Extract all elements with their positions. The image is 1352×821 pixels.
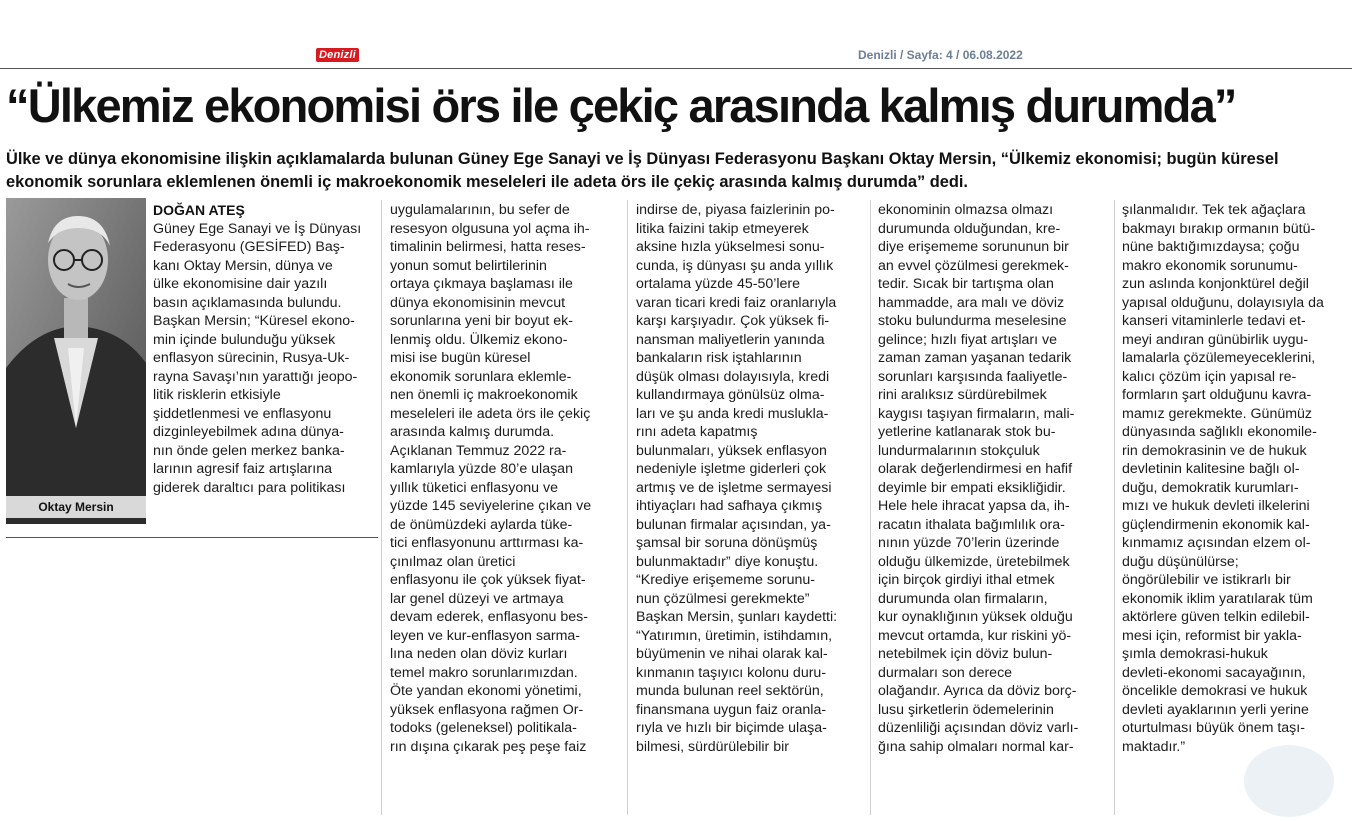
text-line: kalıcı çözüm için yapısal re- <box>1122 368 1297 385</box>
text-line: olağandır. Ayrıca da döviz borç- <box>878 683 1077 699</box>
text-line: lusu şirketlerin ödemelerinin <box>878 701 1054 718</box>
text-line: Hele hele ihracat yapsa da, ih- <box>878 498 1070 514</box>
column-divider <box>627 200 628 815</box>
text-line: racatın ithalata bağımlılık ora- <box>878 516 1065 533</box>
text-line: deyimle bir empati eksikliğidir. <box>878 479 1066 496</box>
text-line: durumunda olan firmaların, <box>878 590 1048 607</box>
text-line: bakmayı bırakıp ormanın bütü- <box>1122 220 1316 237</box>
text-line: basın açıklamasında bulundu. <box>153 294 342 311</box>
text-line: temel makro sorunlarımızdan. <box>390 664 578 681</box>
text-line: Başkan Mersin; “Küresel ekono- <box>153 313 355 329</box>
text-line: mevcut ortamda, kur riskini yö- <box>878 627 1072 644</box>
lede: Ülke ve dünya ekonomisine ilişkin açıklamalarda bulunan Güney Ege Sanayi ve İş Dünyası Federasyonu Başkanı Oktay Mersin, “Ülkemiz ekonomisi; bugün küresel ekonomik sorunlara eklemlenen önemli iç makroekonomik meseleleri ile adeta örs ile çekiç arasında kalmış durumda” dedi. <box>6 150 1279 191</box>
article-column-3 <box>636 201 837 756</box>
column-1-text <box>153 220 361 498</box>
text-line: stoku bulundurma meselesine <box>878 313 1067 329</box>
text-line: Başkan Mersin, şunları kaydetti: <box>636 609 838 625</box>
text-line: formların şart olduğunu kavra- <box>1122 387 1312 403</box>
text-line: nının yüzde 70’lerin üzerinde <box>878 535 1060 551</box>
text-line: ekonomik sorunlara eklemle- <box>390 368 572 385</box>
text-line: bulunan firmalar açısından, ya- <box>636 516 831 533</box>
text-line: şamsal bir soruna dönüşmüş <box>636 535 818 551</box>
text-line: kınmamız açısından elzem ol- <box>1122 535 1311 551</box>
text-line: ortalama yüzde 45-50’lere <box>636 276 801 292</box>
article-column-4 <box>878 201 1078 756</box>
text-line: yüksek enflasyona rağmen Or- <box>390 701 584 718</box>
text-line: duğu, demokratik kurumları- <box>1122 479 1299 496</box>
text-line: durumunda olduğundan, kre- <box>878 220 1061 237</box>
text-line: yetlerine katlanarak stok bu- <box>878 424 1056 440</box>
text-line: oturtulması büyük önem taşı- <box>1122 720 1305 736</box>
text-line: indirse de, piyasa faizlerinin po- <box>636 202 835 218</box>
text-line: devletinin kalitesine bağlı ol- <box>1122 461 1300 477</box>
text-line: rin demokrasinin ve de hukuk <box>1122 442 1307 459</box>
watermark-stamp <box>1244 745 1334 817</box>
article-column-2 <box>390 201 591 756</box>
text-line: rın dışına çıkarak peş peşe faiz <box>390 738 587 755</box>
article-column-5 <box>1122 201 1324 756</box>
text-line: lına neden olan döviz kurları <box>390 646 568 662</box>
text-line: finansmana uygun faiz oranla- <box>636 701 827 718</box>
text-line: todoks (geleneksel) politikala- <box>390 720 577 736</box>
byline: DOĞAN ATEŞ <box>153 202 245 218</box>
text-line: timalinin belirmesi, hatta reses- <box>390 239 586 255</box>
text-line: devleti ayaklarının yerli yerine <box>1122 701 1309 718</box>
text-line: nen önemli iç makroekonomik <box>390 387 578 403</box>
column-2-text <box>390 201 591 756</box>
text-line: bulunmaları, yüksek enflasyon <box>636 442 827 459</box>
text-line: dünyasında sağlıklı ekonomile- <box>1122 424 1317 440</box>
text-line: giderek daraltıcı para politikası <box>153 479 346 496</box>
column-divider <box>1114 200 1115 815</box>
page-header <box>0 0 1352 70</box>
text-line: rini aralıksız sürdürebilmek <box>878 387 1047 403</box>
text-line: tici enflasyonunu arttırması ka- <box>390 535 584 551</box>
text-line: kaygısı taşıyan firmaların, mali- <box>878 405 1075 422</box>
text-line: yonun somut belirtilerinin <box>390 257 547 274</box>
column-3-text <box>636 201 837 756</box>
text-line: uygulamalarının, bu sefer de <box>390 202 570 218</box>
text-line: yıllık tüketici enflasyonu ve <box>390 479 558 496</box>
text-line: kanı Oktay Mersin, dünya ve <box>153 257 333 274</box>
text-line: yüzde 145 seviyelerine çıkan ve <box>390 498 592 514</box>
text-line: kur oynaklığının yüksek olduğu <box>878 609 1073 625</box>
text-line: munda bulunan reel sektörün, <box>636 683 824 699</box>
text-line: zun aslında konjonktürel değil <box>1122 276 1309 292</box>
text-line: hammadde, ara malı ve döviz <box>878 294 1065 311</box>
column-4-text <box>878 201 1078 756</box>
text-line: min içinde bulunduğu yüksek <box>153 331 336 348</box>
text-line: zaman zaman yaşanan tedarik <box>878 350 1072 366</box>
text-line: ğına sahip olmaları normal kar- <box>878 738 1074 755</box>
text-line: rıyla ve hızlı bir biçimde ulaşa- <box>636 720 827 736</box>
text-line: de önümüzdeki aylarda tüke- <box>390 516 573 533</box>
text-line: nüne baktığımızdaysa; çoğu <box>1122 239 1300 255</box>
text-line: sorunları karşısında faaliyetle- <box>878 368 1068 385</box>
text-line: Güney Ege Sanayi ve İş Dünyası <box>153 220 362 237</box>
text-line: öngörülebilir ve istikrarlı bir <box>1122 572 1291 588</box>
text-line: öncelikle demokrasi ve hukuk <box>1122 683 1308 699</box>
text-line: litik risklerin etkisiyle <box>153 387 281 403</box>
column-divider <box>381 200 382 815</box>
text-line: lundurmalarının stokçuluk <box>878 442 1040 459</box>
text-line: cunda, iş dünyası şu anda yıllık <box>636 257 834 274</box>
section-divider <box>6 537 378 538</box>
text-line: Öte yandan ekonomi yönetimi, <box>390 683 582 699</box>
text-line: “Krediye erişememe sorunu- <box>636 572 815 588</box>
text-line: karşı karşıyadır. Çok yüksek fi- <box>636 313 830 329</box>
column-divider <box>870 200 871 815</box>
text-line: netebilmek için döviz bulun- <box>878 646 1053 662</box>
text-line: dünya ekonomisinin mevcut <box>390 294 566 311</box>
text-line: mesi için, reformist bir yakla- <box>1122 627 1302 644</box>
text-line: lenmiş oldu. Ülkemiz ekono- <box>390 331 568 348</box>
text-line: ekonominin olmazsa olmazı <box>878 202 1054 218</box>
text-line: nın önde gelen merkez banka- <box>153 442 345 459</box>
text-line: yapısal olduğunu, dolayısıyla da <box>1122 294 1324 311</box>
text-line: makro ekonomik sorunumu- <box>1122 257 1298 274</box>
page-info: Denizli / Sayfa: 4 / 06.08.2022 <box>858 48 1023 62</box>
text-line: resesyon olgusuna yol açma ih- <box>390 220 590 237</box>
text-line: lamalarla çözülemeyeceklerini, <box>1122 350 1316 366</box>
text-line: tedir. Sıcak bir tartışma olan <box>878 276 1054 292</box>
text-line: ları ve şu anda kredi muslukla- <box>636 405 829 422</box>
text-line: meyi andıran günübirlik uygu- <box>1122 331 1309 348</box>
text-line: şımla demokrasi-hukuk <box>1122 646 1268 662</box>
text-line: “Yatırımın, üretimin, istihdamın, <box>636 627 833 644</box>
text-line: Federasyonu (GESİFED) Baş- <box>153 239 345 255</box>
text-line: gelince; hızlı fiyat artışları ve <box>878 331 1057 348</box>
text-line: maktadır.” <box>1122 738 1186 755</box>
text-line: Açıklanan Temmuz 2022 ra- <box>390 442 567 459</box>
text-line: diye erişememe sorununun bir <box>878 239 1069 255</box>
text-line: duğu düşünülürse; <box>1122 553 1239 570</box>
text-line: nansman maliyetlerin yanında <box>636 331 825 348</box>
column-5-text <box>1122 201 1324 756</box>
text-line: ortaya çıkmaya başlaması ile <box>390 276 573 292</box>
text-line: güçlendirmenin ekonomik kal- <box>1122 516 1310 533</box>
text-line: ihtiyaçları had safhaya çıkmış <box>636 498 823 514</box>
text-line: nun çözülmesi gerekmekte” <box>636 590 810 607</box>
text-line: misi ise bugün küresel <box>390 350 531 366</box>
text-line: varan ticari kredi faiz oranlarıyla <box>636 294 837 311</box>
text-line: an evvel çözülmesi gerekmek- <box>878 257 1069 274</box>
portrait-photo <box>6 198 146 524</box>
text-line: durmaları son derece <box>878 664 1013 681</box>
text-line: rayna Savaşı’nın yarattığı jeopo- <box>153 368 358 385</box>
text-line: artmış ve de işletme sermayesi <box>636 479 832 496</box>
text-line: şiddetlenmesi ve enflasyonu <box>153 405 332 422</box>
text-line: lar genel düzeyi ve artmaya <box>390 590 564 607</box>
text-line: bankaların risk iştahlarının <box>636 350 802 366</box>
text-line: kullandırmaya gönülsüz olma- <box>636 387 825 403</box>
text-line: mızı ve hukuk devleti ilkelerini <box>1122 498 1310 514</box>
text-line: çınılmaz olan üretici <box>390 553 516 570</box>
text-line: şılanmalıdır. Tek tek ağaçlara <box>1122 202 1306 218</box>
header-divider <box>0 68 1352 69</box>
text-line: dizginleyebilmek adına dünya- <box>153 424 344 440</box>
text-line: ülke ekonomisine dair yazılı <box>153 276 328 292</box>
text-line: olduğu ülkemizde, üretebilmek <box>878 553 1070 570</box>
text-line: enflasyon sürecinin, Rusya-Uk- <box>153 350 350 366</box>
text-line: için birçok girdiyi ithal etmek <box>878 572 1055 588</box>
text-line: leyen ve kur-enflasyon sarma- <box>390 627 581 644</box>
text-line: olarak değerlendirmesi en hafif <box>878 461 1073 477</box>
text-line: bulunmaktadır” diye konuştu. <box>636 553 819 570</box>
photo-caption: Oktay Mersin <box>6 496 146 518</box>
article-column-1 <box>153 201 361 497</box>
portrait-illustration <box>6 198 146 524</box>
text-line: rını adeta kapatmış <box>636 424 758 440</box>
text-line: bilmesi, sürdürülebilir bir <box>636 738 789 755</box>
text-line: arasında kalmış durumda. <box>390 424 555 440</box>
text-line: nedeniyle işletme giderleri çok <box>636 461 827 477</box>
text-line: aksine hızla yükselmesi sonu- <box>636 239 825 255</box>
text-line: aktörlere güven telkin edilebil- <box>1122 609 1310 625</box>
headline: “Ülkemiz ekonomisi örs ile çekiç arasında kalmış durumda” <box>6 79 1236 132</box>
text-line: meseleleri ile adeta örs ile çekiç <box>390 405 591 422</box>
text-line: mamız gerekmekte. Günümüz <box>1122 405 1313 422</box>
text-line: larının agresif faiz artışlarına <box>153 461 332 477</box>
newspaper-logo[interactable]: Denizli <box>316 48 359 62</box>
text-line: enflasyonu ile çok yüksek fiyat- <box>390 572 586 588</box>
text-line: kamlarıyla yüzde 80’e ulaşan <box>390 461 573 477</box>
text-line: ekonomik iklim yaratılarak tüm <box>1122 590 1313 607</box>
text-line: sorunlarına yeni bir boyut ek- <box>390 313 573 329</box>
text-line: litika faizini takip etmeyerek <box>636 220 809 237</box>
text-line: büyümenin ve nihai olarak kal- <box>636 646 828 662</box>
text-line: düşük olması dolayısıyla, kredi <box>636 368 830 385</box>
text-line: kınmanın taşıyıcı kolonu duru- <box>636 664 827 681</box>
text-line: devam ederek, enflasyonu bes- <box>390 609 588 625</box>
text-line: kanseri vitaminlerle tedavi et- <box>1122 313 1306 329</box>
text-line: devleti-ekonomi sacayağının, <box>1122 664 1306 681</box>
text-line: düzenliliği açısından döviz varlı- <box>878 720 1079 736</box>
